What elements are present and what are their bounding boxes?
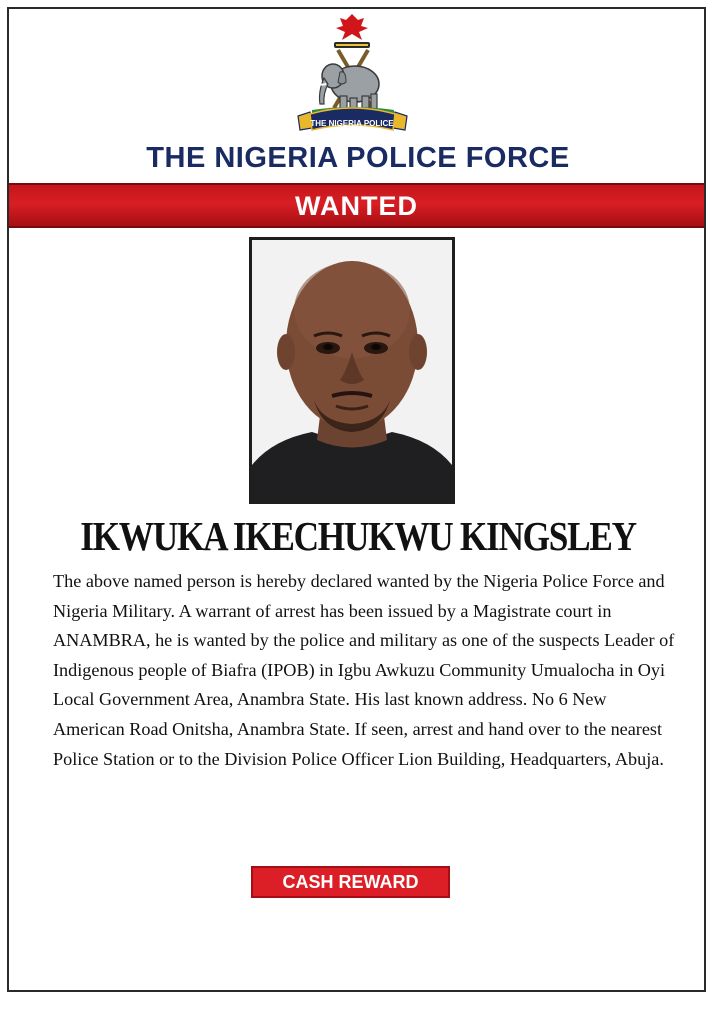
- eagle-icon: [336, 14, 368, 40]
- logo-ribbon-text: THE NIGERIA POLICE: [310, 119, 394, 128]
- wanted-label: WANTED: [295, 191, 418, 221]
- suspect-name: IKWUKA IKECHUKWU KINGSLEY: [80, 513, 636, 559]
- page-title: THE NIGERIA POLICE FORCE: [146, 142, 570, 174]
- suspect-description: The above named person is hereby declared wanted by the Nigeria Police Force and Nigeria Military. A warrant of arrest has been issued by a Magistrate court in ANAMBRA, he is wanted by the police and military as one of the suspects Leader of Indigenous people of Biafra (IPOB) in Igbu Awkuzu Community Umualocha in Oyi Local Government Area, Anambra State. His last known address. No 6 New American Road Onitsha, Anambra State. If seen, arrest and hand over to the nearest Police Station or to the Division Police Officer Lion Building, Headquarters, Abuja.: [53, 571, 675, 769]
- police-crest-logo: [290, 12, 415, 137]
- cash-reward-badge: CASH REWARD: [251, 866, 450, 898]
- suspect-photo: [249, 237, 455, 504]
- wanted-banner: [9, 183, 704, 228]
